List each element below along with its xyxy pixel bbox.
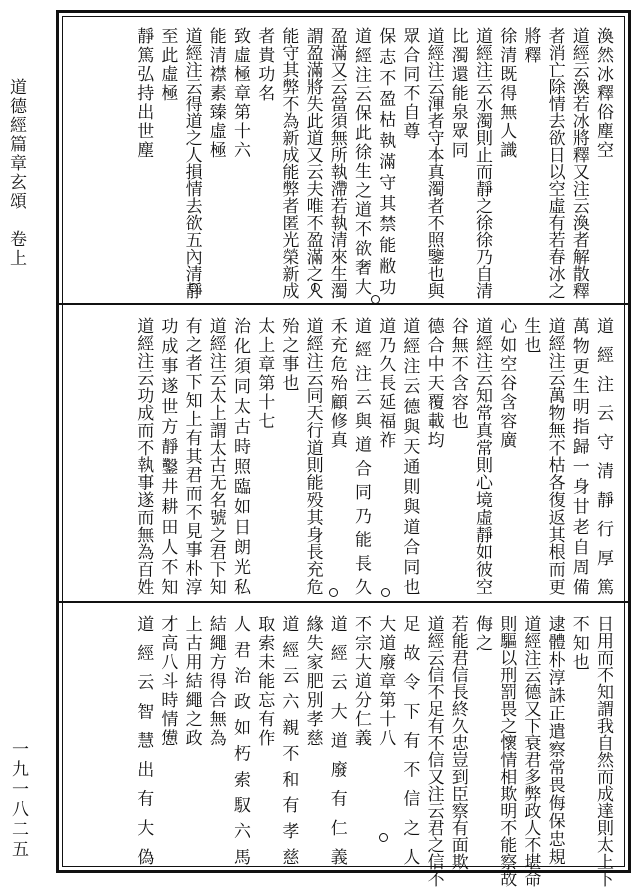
text-column: 能清襟素臻虛極 [205, 27, 226, 160]
text-column: 謂盈滿將失此道又云夫唯不盈滿之人 [302, 27, 323, 299]
text-column: 道經云信不足有不信又注云君之信不 [423, 615, 444, 887]
text-column: 能守其弊不為新成能弊者匿光榮新成 [278, 27, 299, 299]
text-column: 道經注云太上謂太古无名號之君下知 [205, 317, 226, 596]
text-column: 德合中天覆載均 [423, 317, 444, 450]
text-column: 人君治政如朽索馭六馬 [230, 615, 250, 874]
text-column: 道經云六親不和有孝慈 [278, 615, 299, 874]
text-column: 道經注云萬物無不枯各復返其根而更 [544, 317, 565, 596]
circle-mark-icon [311, 283, 320, 292]
text-column: 道經注云與道合同乃能長久 [351, 317, 371, 602]
text-column: 道乃久長延福祚 [375, 317, 396, 450]
text-column: 大道廢章第十八 [375, 615, 396, 748]
text-column: 將釋 [520, 27, 541, 65]
text-column: 有之者下知上有其君而不見事朴淳 [181, 317, 202, 597]
text-column: 生也 [520, 317, 541, 355]
circle-mark-icon [329, 588, 338, 597]
text-column: 道經注云德又下衰君多弊政人不堪命 [520, 615, 541, 887]
text-column: 道經注云渾者守本真濁者不照鑒也與 [423, 27, 444, 299]
text-column: 不知也 [568, 615, 589, 672]
text-column: 萬物更生明指歸一身甘老自周備 [568, 317, 589, 599]
text-column: 道經注云知常真常則心境虛靜如彼空 [472, 317, 492, 596]
circle-mark-icon [371, 295, 380, 304]
text-column: 道經注云水濁則止而靜之徐徐乃自清 [472, 27, 492, 299]
text-column: 緣失家肥別孝慈 [302, 615, 323, 748]
text-column: 谷無不含容也 [447, 317, 468, 431]
text-column: 治化須同太古時照臨如日朗光私 [230, 317, 250, 599]
text-column: 功成事遂世方靜鑿井耕田人不知 [157, 317, 178, 599]
text-column: 眾合同不自尊 [399, 27, 420, 141]
text-column: 若能君信長終久忠豈到臣察有面欺 [447, 615, 468, 870]
text-column: 比濁還能泉眾同 [447, 27, 468, 160]
text-column: 道經云大道廢有仁義 [326, 615, 347, 878]
text-column: 禾充危殆顧修真 [326, 317, 347, 450]
text-column: 者貴功名 [254, 27, 275, 103]
circle-mark-icon [379, 833, 388, 842]
text-column: 盈滿又云當須無所執滯若執清來生濁 [326, 27, 347, 299]
text-column: 渙然冰釋俗塵空 [593, 27, 613, 160]
margin-book-title: 道德經篇章玄頌 卷上 [6, 78, 26, 268]
text-column: 道經注云得道之人損情去欲五內清靜 [181, 27, 202, 299]
text-column: 太上章第十七 [254, 317, 275, 431]
margin-page-number: 一九一八二五 [8, 740, 28, 860]
text-column: 致虛極章第十六 [230, 27, 250, 160]
text-column: 則驅以刑罰畏之懷情相欺明不能察故 [496, 615, 517, 887]
text-column: 不宗大道分仁義 [351, 615, 371, 748]
text-column: 取索未能忘有作 [254, 615, 275, 748]
text-column: 才高八斗時情憊 [157, 615, 178, 748]
text-column: 道經注云同天行道則能殁其身長充危 [302, 317, 323, 596]
text-column: 徐清既得無人識 [496, 27, 517, 160]
text-column: 日用而不知謂我自然而成達則太上下 [593, 615, 613, 887]
text-column: 道經云智慧出有大偽 [133, 615, 154, 878]
block-divider-1 [59, 303, 628, 305]
text-column: 逮體朴淳誅正遣察常畏侮保忠規 [544, 615, 565, 866]
text-column: 侮之 [472, 615, 492, 653]
text-column: 上古用結繩之政 [181, 615, 202, 748]
text-column: 道經注云保此徐生之道不欲奢大 [351, 27, 371, 298]
text-column: 道經云渙若冰將釋又注云渙者解散釋 [568, 27, 589, 299]
text-column: 至此虛極 [157, 27, 178, 103]
text-column: 殆之事也 [278, 317, 299, 393]
text-column: 靜篤弘持出世塵 [133, 27, 154, 160]
text-column: 道經注云德與天通則與道合同也 [399, 317, 420, 599]
circle-mark-icon [381, 588, 390, 597]
text-column: 道經注云守清靜行厚篤 [593, 317, 613, 607]
text-column: 足故令下有不信之人 [399, 615, 420, 878]
text-column: 結繩方得合無為 [205, 615, 226, 748]
text-column: 道經注云功成而不執事遂而無為百姓 [133, 317, 154, 596]
block-divider-2 [59, 601, 628, 603]
text-column: 心如空谷含容廣 [496, 317, 517, 450]
text-column: 者消亡除情去欲日以空虛有若春冰之 [544, 27, 565, 299]
page-frame [56, 10, 631, 887]
text-column: 保志不盈枯執滿守其禁能敝功 [375, 27, 396, 299]
circle-mark-icon [189, 283, 198, 292]
